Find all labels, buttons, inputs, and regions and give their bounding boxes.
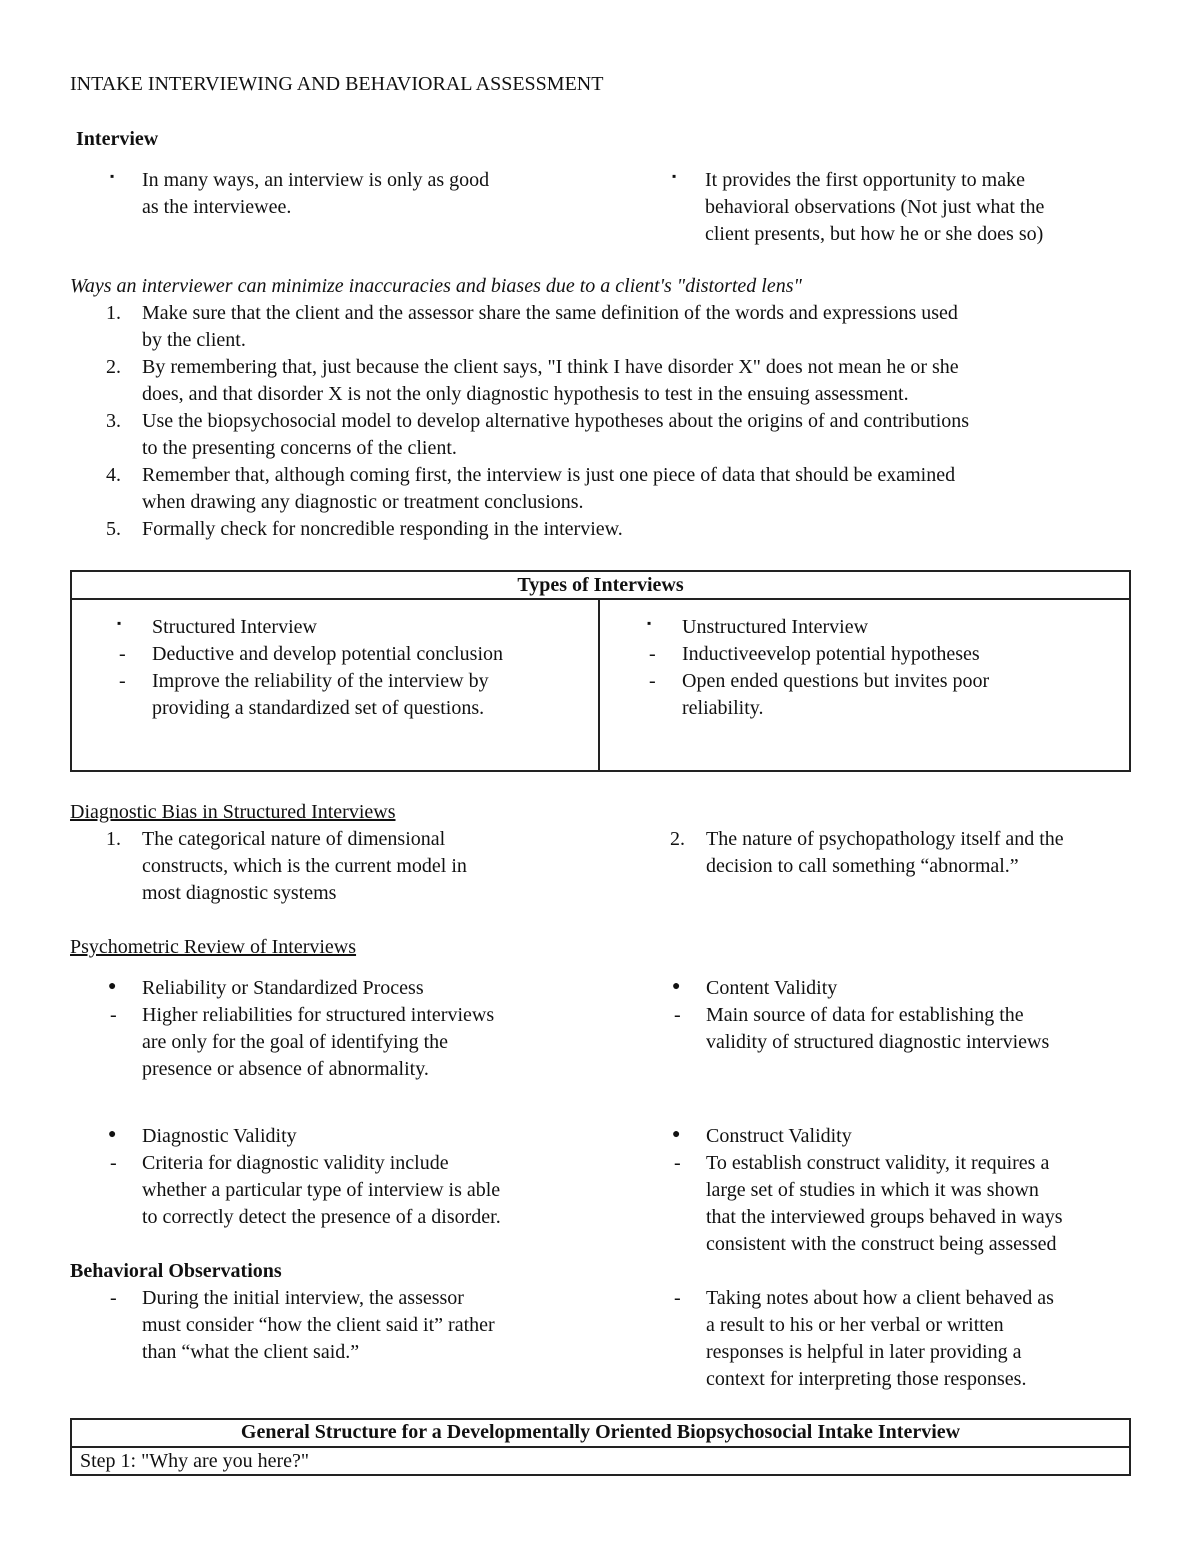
content-validity-block: ● Content Validity - Main source of data for establishing the validity of structured diagnostic interviews bbox=[672, 977, 1050, 1053]
general-table-step-1: Step 1: "Why are you here?" bbox=[80, 1450, 310, 1472]
dot-bullet-icon: ● bbox=[108, 1127, 117, 1142]
ways-list bbox=[70, 300, 1150, 543]
dot-bullet-icon: ● bbox=[672, 979, 681, 994]
dash-marker: - bbox=[649, 643, 656, 665]
general-table-header: General Structure for a Developmentally Oriented Biopsychosocial Intake Interview bbox=[240, 1421, 961, 1443]
list-item: 5. Formally check for noncredible responding in the interview. bbox=[106, 518, 623, 540]
list-item: 4. Remember that, although coming first, the interview is just one piece of data that should be examined when drawing any diagnostic or treatment conclusions. bbox=[106, 464, 956, 513]
diagnostic-bias-heading: Diagnostic Bias in Structured Interviews bbox=[70, 801, 396, 823]
dash-marker: - bbox=[110, 1004, 117, 1026]
structured-interview-cell: ▪ Structured Interview - Deductive and develop potential conclusion - Improve the reliability of the interview by providing a standardized set of questions. bbox=[117, 616, 504, 719]
document-title: INTAKE INTERVIEWING AND BEHAVIORAL ASSESSMENT bbox=[70, 73, 604, 95]
interview-heading: Interview bbox=[76, 128, 159, 150]
unstructured-interview-cell: ▪ Unstructured Interview - Inductiveevelop potential hypotheses - Open ended questions but invites poor reliability. bbox=[647, 616, 990, 719]
square-bullet-icon: ▪ bbox=[647, 616, 652, 630]
dash-marker: - bbox=[649, 670, 656, 692]
construct-validity-block: ● Construct Validity - To establish construct validity, it requires a large set of studies in which it was shown that the interviewed groups behaved in ways consistent with the construct being assessed bbox=[672, 1125, 1063, 1255]
dash-marker: - bbox=[119, 670, 126, 692]
behavioral-heading: Behavioral Observations bbox=[70, 1260, 282, 1282]
list-item: 2. By remembering that, just because the client says, "I think I have disorder X" does not mean he or she does, and that disorder X is not the only diagnostic hypothesis to test in the ensuing assessment. bbox=[106, 356, 959, 405]
dash-marker: - bbox=[674, 1004, 681, 1026]
behavioral-right: - Taking notes about how a client behaved as a result to his or her verbal or written responses is helpful in later providing a context for interpreting those responses. bbox=[674, 1287, 1054, 1390]
dot-bullet-icon: ● bbox=[108, 979, 117, 994]
interview-bullet-right: ▪ It provides the first opportunity to make behavioral observations (Not just what the client presents, but how he or she does so) bbox=[672, 169, 1045, 245]
list-item: 1. Make sure that the client and the assessor share the same definition of the words and expressions used by the client. bbox=[106, 302, 958, 351]
reliability-block: ● Reliability or Standardized Process - Higher reliabilities for structured interviews are only for the goal of identifying the presence or absence of abnormality. bbox=[108, 977, 495, 1080]
diagnostic-validity-block: ● Diagnostic Validity - Criteria for diagnostic validity include whether a particular type of interview is able to correctly detect the presence of a disorder. bbox=[108, 1125, 501, 1228]
behavioral-left: - During the initial interview, the assessor must consider “how the client said it” rather than “what the client said.” bbox=[110, 1287, 495, 1363]
table-divider bbox=[598, 598, 600, 772]
dash-marker: - bbox=[674, 1152, 681, 1174]
dot-bullet-icon: ● bbox=[672, 1127, 681, 1142]
dash-marker: - bbox=[110, 1287, 117, 1309]
interview-bullet-left: ▪ In many ways, an interview is only as good as the interviewee. bbox=[110, 169, 490, 218]
psychometric-heading: Psychometric Review of Interviews bbox=[70, 936, 357, 958]
diagnostic-bias-item-2: 2. The nature of psychopathology itself and the decision to call something “abnormal.” bbox=[670, 828, 1064, 877]
list-item: 3. Use the biopsychosocial model to develop alternative hypotheses about the origins of and contributions to the presenting concerns of the client. bbox=[106, 410, 970, 459]
square-bullet-icon: ▪ bbox=[672, 169, 677, 183]
square-bullet-icon: ▪ bbox=[117, 616, 122, 630]
dash-marker: - bbox=[674, 1287, 681, 1309]
types-table-header: Types of Interviews bbox=[517, 574, 684, 596]
dash-marker: - bbox=[110, 1152, 117, 1174]
dash-marker: - bbox=[119, 643, 126, 665]
diagnostic-bias-item-1: 1. The categorical nature of dimensional constructs, which is the current model in most diagnostic systems bbox=[106, 828, 467, 904]
ways-heading: Ways an interviewer can minimize inaccuracies and biases due to a client's "distorted lens" bbox=[70, 275, 802, 297]
square-bullet-icon: ▪ bbox=[110, 169, 115, 183]
